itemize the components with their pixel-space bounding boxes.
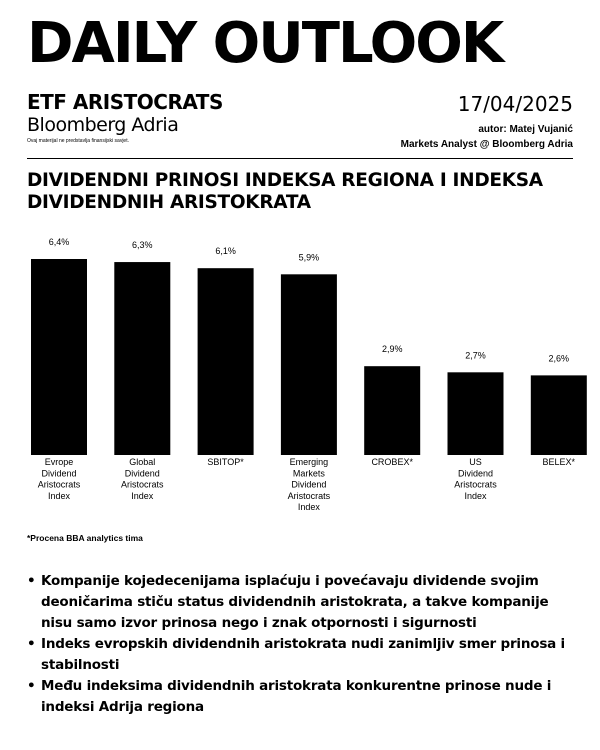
category-label-1: Evrope Dividend Aristocrats Index	[37, 457, 81, 501]
bar-chart	[0, 220, 600, 520]
brand-name: Bloomberg Adria	[27, 114, 179, 136]
key-point-1: • Kompanije kojedecenijama isplaćuju i povećavaju dividende svojim deoničarima stiču status dividendnih aristokrata, a takve kompanije nisu samo izvor prinosa nego i znak otpornosti i sigurnosti	[27, 571, 580, 634]
bar-4	[281, 274, 337, 455]
chart-title: DIVIDENDNI PRINOSI INDEKSA REGIONA I INDEKSA DIVIDENDNIH ARISTOKRATA	[27, 170, 543, 213]
report-date: 17/04/2025	[457, 92, 573, 116]
key-point-2: • Indeks evropskih dividendnih aristokrata nudi zanimljiv smer prinosa i stabilnosti	[27, 634, 580, 676]
author: autor: Matej Vujanić	[478, 124, 573, 135]
value-label-3: 6,1%	[215, 246, 236, 257]
bar-7	[531, 375, 587, 455]
value-label-5: 2,9%	[381, 344, 403, 355]
bar-1	[31, 259, 87, 455]
report-subtitle: ETF ARISTOCRATS	[27, 90, 223, 114]
value-label-7: 2,6%	[548, 353, 570, 364]
author-role: Markets Analyst @ Bloomberg Adria	[400, 139, 573, 150]
header-divider	[27, 158, 573, 159]
category-label-6: US Dividend Aristocrats Index	[454, 457, 497, 501]
category-label-2: Global Dividend Aristocrats Index	[121, 457, 164, 501]
value-label-2: 6,3%	[132, 240, 153, 251]
bar-6	[448, 372, 504, 455]
chart-footnote: *Procena BBA analytics tima	[27, 533, 143, 543]
value-label-4: 5,9%	[298, 252, 320, 263]
key-point-3: • Među indeksima dividendnih aristokrata konkurentne prinose nude i indeksi Adrija regiona	[27, 676, 580, 718]
bar-5	[364, 366, 420, 455]
value-label-1: 6,4%	[48, 237, 70, 247]
category-label-5: CROBEX*	[371, 457, 413, 467]
category-label-4: Emerging Markets Dividend Aristocrats Index	[287, 457, 331, 513]
bar-3	[198, 268, 254, 455]
value-label-6: 2,7%	[465, 350, 486, 361]
category-label-3: SBITOP*	[207, 457, 244, 467]
masthead-title: DAILY OUTLOOK	[27, 11, 503, 76]
category-label-7: BELEX*	[542, 457, 576, 467]
disclaimer: Ovaj materijal ne predstavlja finansijski savjet.	[27, 138, 129, 144]
bar-2	[114, 262, 170, 455]
key-points-list	[27, 571, 580, 718]
